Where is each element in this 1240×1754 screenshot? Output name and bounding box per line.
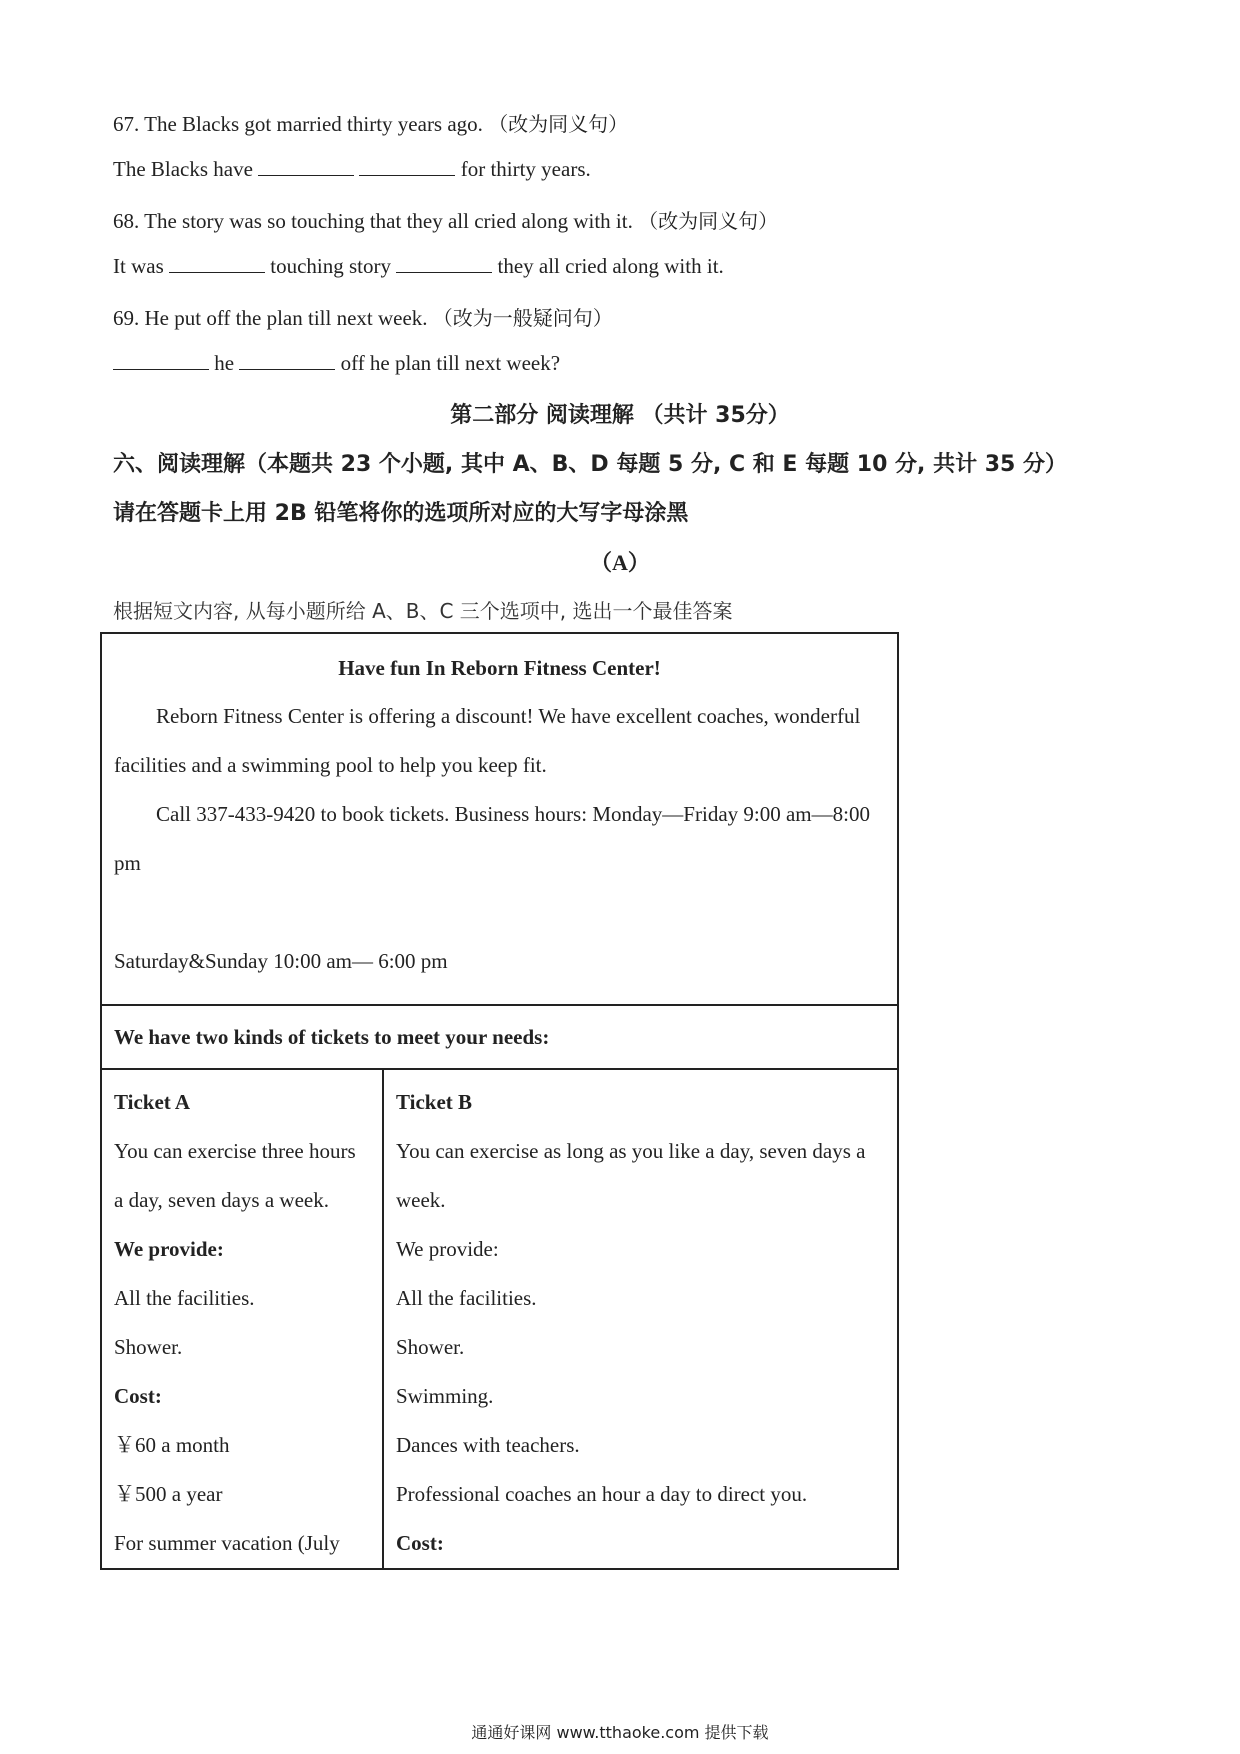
ticket-b-provide-item: Shower. bbox=[396, 1335, 465, 1359]
section-heading: 六、阅读理解（本题共 23 个小题, 其中 A、B、D 每题 5 分, C 和 E 每题 10 分, 共计 35 分） bbox=[113, 452, 1068, 477]
answer-text: The Blacks have bbox=[113, 157, 259, 181]
answer-text: he bbox=[209, 351, 240, 375]
section-title: 第二部分 阅读理解 （共计 35分） bbox=[450, 403, 790, 428]
ticket-b-provide-item: Dances with teachers. bbox=[396, 1433, 580, 1457]
exercise-68-answer bbox=[113, 254, 724, 279]
exercise-69-answer bbox=[113, 351, 560, 376]
ticket-a-provide-item: Shower. bbox=[114, 1335, 183, 1359]
question-hint: （改为同义句） bbox=[488, 112, 629, 136]
answer-text: It was bbox=[113, 254, 169, 278]
answer-blank[interactable] bbox=[169, 254, 265, 273]
answer-blank[interactable] bbox=[113, 351, 209, 370]
ticket-a-provide-item: All the facilities. bbox=[114, 1286, 255, 1310]
question-text: 68. The story was so touching that they all cried along with it. bbox=[113, 209, 639, 233]
question-hint: （改为同义句） bbox=[638, 209, 779, 233]
question-text: 69. He put off the plan till next week. bbox=[113, 306, 433, 330]
exercise-67-answer bbox=[113, 157, 591, 182]
ticket-a-cost-label: Cost: bbox=[114, 1384, 162, 1408]
ad-intro-cell bbox=[101, 633, 898, 1005]
exercise-68-question bbox=[113, 205, 778, 234]
ticket-b-cell bbox=[383, 1069, 898, 1569]
ad-title: Have fun In Reborn Fitness Center! bbox=[338, 656, 661, 680]
ticket-b-name: Ticket B bbox=[396, 1090, 473, 1114]
ticket-a-cost-item: ￥60 a month bbox=[114, 1433, 230, 1457]
ticket-b-desc: You can exercise as long as you like a day, seven days a week. bbox=[396, 1139, 866, 1212]
ticket-b-provide-item: Swimming. bbox=[396, 1384, 494, 1408]
exercise-69-question bbox=[113, 302, 613, 331]
ad-paragraph: Reborn Fitness Center is offering a discount! We have excellent coaches, wonderful facilities and a swimming pool to help you keep fit. bbox=[114, 704, 861, 777]
question-hint: （改为一般疑问句） bbox=[432, 306, 613, 330]
ticket-a-cell bbox=[101, 1069, 383, 1569]
ad-paragraph: Saturday&Sunday 10:00 am— 6:00 pm bbox=[114, 949, 448, 973]
section-subheading: 请在答题卡上用 2B 铅笔将你的选项所对应的大写字母涂黑 bbox=[113, 501, 689, 526]
ticket-b-cost-label: Cost: bbox=[396, 1531, 444, 1555]
answer-blank[interactable] bbox=[359, 157, 455, 176]
answer-text: for thirty years. bbox=[455, 157, 591, 181]
page-footer: 通通好课网 www.tthaoke.com 提供下载 bbox=[471, 1723, 769, 1742]
ticket-b-provide-label: We provide: bbox=[396, 1237, 499, 1261]
answer-text: touching story bbox=[265, 254, 397, 278]
ticket-a-cost-item: For summer vacation (July bbox=[114, 1531, 340, 1555]
part-label: （A） bbox=[590, 550, 650, 575]
fitness-ad-table bbox=[100, 632, 899, 1570]
answer-blank[interactable] bbox=[396, 254, 492, 273]
answer-blank[interactable] bbox=[239, 351, 335, 370]
instruction: 根据短文内容, 从每小题所给 A、B、C 三个选项中, 选出一个最佳答案 bbox=[113, 599, 733, 623]
answer-text: they all cried along with it. bbox=[492, 254, 724, 278]
ticket-a-desc: You can exercise three hours a day, seven days a week. bbox=[114, 1139, 356, 1212]
answer-text: off he plan till next week? bbox=[335, 351, 561, 375]
ticket-a-name: Ticket A bbox=[114, 1090, 191, 1114]
question-text: 67. The Blacks got married thirty years ago. bbox=[113, 112, 489, 136]
ticket-b-provide-item: All the facilities. bbox=[396, 1286, 537, 1310]
answer-blank[interactable] bbox=[258, 157, 354, 176]
exercise-67-question bbox=[113, 108, 628, 137]
ticket-a-cost-item: ￥500 a year bbox=[114, 1482, 223, 1506]
ticket-a-provide-label: We provide: bbox=[114, 1237, 224, 1261]
tickets-intro: We have two kinds of tickets to meet your needs: bbox=[101, 1005, 898, 1069]
ticket-b-provide-item: Professional coaches an hour a day to direct you. bbox=[396, 1482, 808, 1506]
ad-paragraph: Call 337-433-9420 to book tickets. Business hours: Monday—Friday 9:00 am—8:00 pm bbox=[114, 802, 870, 875]
